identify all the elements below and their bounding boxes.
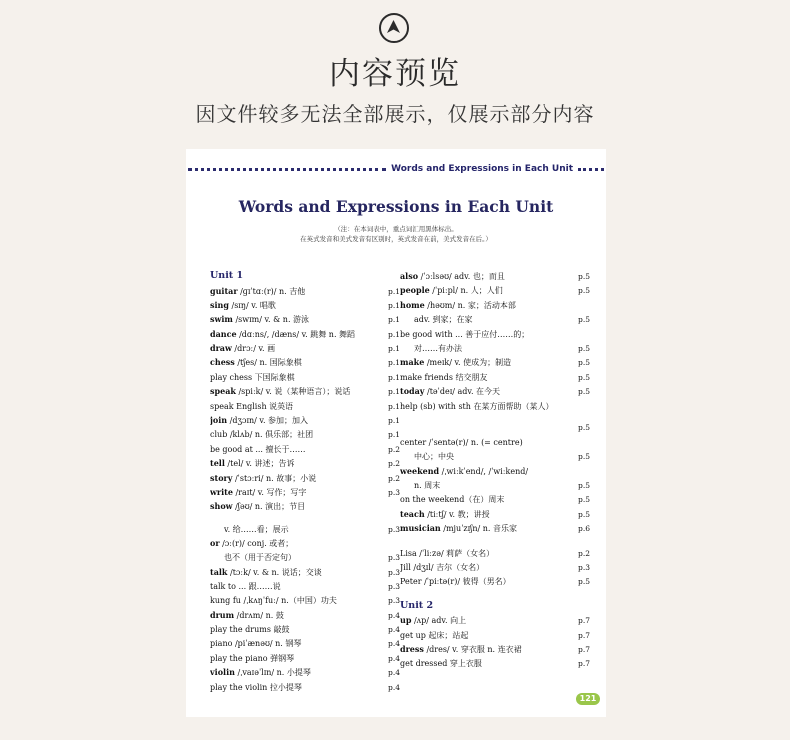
definition: /ɡɪˈtɑː(r)/ n. 吉他 — [237, 286, 306, 296]
page-ref: p.4 — [388, 625, 400, 635]
definition: help (sb) with sth 在某方面帮助（某人） — [400, 401, 554, 411]
vocab-term — [210, 550, 386, 565]
page-ref: p.5 — [578, 286, 590, 296]
vocab-entry — [210, 593, 400, 607]
vocab-term — [400, 613, 576, 628]
vocab-entry — [400, 574, 590, 588]
spacer — [400, 536, 590, 546]
definition: /tel/ v. 讲述；告诉 — [224, 459, 295, 469]
vocab-term — [400, 298, 576, 313]
vocab-entry — [210, 427, 400, 441]
definition: 也不（用于否定句） — [224, 553, 296, 563]
page-subtitle: 因文件较多无法全部展示，仅展示部分内容 — [195, 102, 595, 126]
headword: talk — [210, 566, 228, 577]
headword: join — [210, 415, 228, 426]
headword: speak — [210, 386, 236, 397]
vocab-term — [210, 665, 386, 680]
vocab-entry — [210, 471, 400, 485]
vocab-entry — [210, 456, 400, 470]
vocab-entry — [210, 399, 400, 413]
page-ref: p.3 — [388, 596, 400, 606]
vocab-term — [400, 478, 576, 493]
vocab-term — [210, 456, 386, 471]
vocab-entry — [210, 355, 400, 369]
definition: /həʊm/ n. 家；活动本部 — [424, 300, 516, 310]
headword: today — [400, 386, 425, 397]
vocab-entry — [210, 514, 400, 536]
vocab-term — [400, 327, 576, 342]
vocab-entry — [400, 435, 590, 449]
vocab-entry — [210, 341, 400, 355]
page-ref: p.5 — [578, 452, 590, 462]
definition: /raɪt/ v. 写作；写字 — [232, 487, 307, 497]
page-ref: p.1 — [388, 344, 400, 354]
vocab-entry — [400, 560, 590, 574]
vocab-entry — [400, 370, 590, 384]
vocab-term — [400, 521, 576, 536]
vocab-entry — [400, 613, 590, 627]
headword: teach — [400, 508, 425, 519]
definition: n. 周末 — [414, 481, 441, 491]
definition: talk to ... 跟……说 — [210, 581, 281, 591]
definition: /spiːk/ v. 说（某种语言）；说话 — [235, 387, 351, 397]
vocab-term — [210, 355, 386, 370]
page-ref: p.3 — [388, 553, 400, 563]
vocab-term — [210, 298, 386, 313]
definition: /təˈdeɪ/ adv. 在今天 — [424, 387, 501, 397]
vocab-term — [210, 312, 386, 327]
headword: dress — [400, 644, 424, 655]
vocab-entry — [210, 442, 400, 456]
page-ref: p.3 — [388, 581, 400, 591]
page-ref: p.5 — [578, 315, 590, 325]
headword: or — [210, 537, 220, 548]
page-ref: p.1 — [388, 372, 400, 382]
vocab-term — [400, 283, 576, 298]
vocab-term — [400, 341, 576, 356]
headword: write — [210, 486, 233, 497]
page-ref: p.4 — [388, 668, 400, 678]
vocab-entry — [400, 478, 590, 492]
vocab-entry — [210, 499, 400, 513]
definition: kung fu /ˌkʌŋˈfuː/ n.（中国）功夫 — [210, 596, 337, 606]
page-ref: p.1 — [388, 401, 400, 411]
headword: up — [400, 615, 412, 626]
left-column — [210, 269, 400, 694]
definition: /tɔːk/ v. & n. 说话；交谈 — [227, 567, 322, 577]
vocab-entry — [400, 341, 590, 355]
definition: Jill /dʒɪl/ 吉尔（女名） — [400, 563, 485, 573]
vocab-term — [210, 622, 386, 637]
vocab-term — [210, 485, 386, 500]
vocab-entry — [210, 608, 400, 622]
definition: /swɪm/ v. & n. 游泳 — [232, 315, 310, 325]
headword: musician — [400, 523, 441, 534]
vocab-entry — [210, 565, 400, 579]
definition: /ˌwiːkˈend/, /ˈwiːkend/ — [439, 466, 529, 476]
headword: story — [210, 472, 233, 483]
definition: /dɑːns/, /dæns/ v. 跳舞 n. 舞蹈 — [236, 329, 356, 339]
page-number-badge: 121 — [576, 693, 600, 705]
headword: draw — [210, 343, 232, 354]
vocab-term — [210, 384, 386, 399]
up-arrow-icon — [379, 13, 409, 43]
headword: swim — [210, 314, 233, 325]
definition: /ˈstɔːri/ n. 故事；小说 — [232, 473, 317, 483]
vocab-term — [210, 370, 386, 385]
page-ref: p.5 — [578, 358, 590, 368]
vocab-entry — [400, 312, 590, 326]
page-ref: p.3 — [388, 524, 400, 534]
vocab-term — [210, 327, 386, 342]
vocab-entry — [210, 550, 400, 564]
definition: get up 起床；站起 — [400, 630, 469, 640]
vocab-term — [210, 341, 386, 356]
vocab-entry — [210, 680, 400, 694]
vocab-entry — [400, 656, 590, 670]
headword: also — [400, 271, 419, 281]
definition: speak English 说英语 — [210, 401, 294, 411]
definition: /tiːtʃ/ v. 教；讲授 — [424, 509, 490, 519]
vocab-term — [210, 636, 386, 651]
definition: 中心；中央 — [414, 452, 454, 462]
page-ref: p.5 — [578, 495, 590, 505]
vocab-entry — [210, 622, 400, 636]
page-ref: p.1 — [388, 286, 400, 296]
definition: /sɪŋ/ v. 唱歌 — [228, 300, 276, 310]
vocab-term — [210, 413, 386, 428]
vocab-entry — [210, 370, 400, 384]
vocab-entry — [400, 464, 590, 478]
page-ref: p.2 — [388, 459, 400, 469]
definition: /drɔː/ v. 画 — [231, 344, 276, 354]
definition: v. 给……看；展示 — [224, 524, 289, 534]
vocab-term — [210, 471, 386, 486]
vocab-term — [400, 384, 576, 399]
page-ref: p.5 — [578, 372, 590, 382]
definition: /ˌvaɪəˈlɪn/ n. 小提琴 — [234, 668, 311, 678]
vocab-term — [400, 560, 576, 575]
vocab-term — [400, 628, 576, 643]
vocab-term — [400, 399, 576, 414]
definition: play chess 下国际象棋 — [210, 372, 295, 382]
headword: people — [400, 285, 430, 296]
vocab-entry — [210, 536, 400, 550]
vocab-entry — [210, 284, 400, 298]
page-ref: p.2 — [578, 548, 590, 558]
page-ref: p.5 — [578, 343, 590, 353]
headword: guitar — [210, 285, 238, 296]
vocab-entry — [210, 413, 400, 427]
unit-heading: Unit 1 — [210, 270, 244, 281]
page-ref: p.6 — [578, 524, 590, 534]
vocab-term — [210, 499, 386, 514]
page-ref: p.7 — [578, 630, 590, 640]
headword: home — [400, 299, 425, 310]
vocab-entry — [400, 327, 590, 341]
vocab-term — [210, 651, 386, 666]
definition: make friends 结交朋友 — [400, 372, 488, 382]
page-ref: p.7 — [578, 645, 590, 655]
vocab-term — [210, 442, 386, 457]
vocab-entry — [210, 651, 400, 665]
dotted-rule-right — [578, 168, 604, 171]
definition: 对……有办法 — [414, 343, 462, 353]
page-ref: p.5 — [578, 387, 590, 397]
vocab-term — [400, 449, 576, 464]
page-ref: p.2 — [388, 444, 400, 454]
vocab-entry — [400, 298, 590, 312]
definition: Lisa /ˈliːzə/ 莉萨（女名） — [400, 548, 495, 558]
vocab-entry — [210, 485, 400, 499]
page-ref: p.1 — [388, 358, 400, 368]
note-line-1: （注：在本词表中，重点词汇用黑体标出。 — [334, 225, 458, 233]
definition: play the drums 敲鼓 — [210, 625, 290, 635]
definition: on the weekend（在）周末 — [400, 495, 505, 505]
definition: /ʌp/ adv. 向上 — [411, 616, 467, 626]
page-ref: p.4 — [388, 639, 400, 649]
vocab-term — [400, 574, 576, 589]
page-ref: p.4 — [388, 682, 400, 692]
vocab-term — [210, 593, 386, 608]
vocab-term — [400, 546, 576, 561]
headword: tell — [210, 458, 225, 469]
vocab-term — [400, 507, 576, 522]
vocab-term — [210, 579, 386, 594]
right-column — [400, 269, 590, 671]
vocab-entry — [400, 384, 590, 398]
definition: /drʌm/ n. 鼓 — [234, 610, 284, 620]
page-ref: p.4 — [388, 610, 400, 620]
definition: /ʃəʊ/ n. 演出；节目 — [232, 502, 306, 512]
vocab-entry — [210, 384, 400, 398]
page-ref: p.7 — [578, 616, 590, 626]
vocab-term — [400, 642, 576, 657]
headword: sing — [210, 299, 229, 310]
definition: /meɪk/ v. 使成为；制造 — [424, 358, 512, 368]
vocab-entry — [400, 355, 590, 369]
vocab-entry — [400, 521, 590, 535]
vocab-entry — [210, 327, 400, 341]
page-title: 内容预览 — [329, 56, 461, 92]
vocab-entry — [210, 636, 400, 650]
document-title: Words and Expressions in Each Unit — [238, 197, 554, 216]
page-ref: p.2 — [388, 473, 400, 483]
definition: adv. 到家；在家 — [414, 315, 473, 325]
definition: Peter /ˈpiːtə(r)/ 彼得（男名） — [400, 577, 511, 587]
header-band — [186, 163, 606, 175]
vocab-entry — [400, 413, 590, 435]
vocab-entry — [400, 507, 590, 521]
definition: be good at ... 擅长于…… — [210, 444, 306, 454]
definition: piano /piˈænəʊ/ n. 钢琴 — [210, 639, 302, 649]
page-ref: p.3 — [388, 487, 400, 497]
definition: center /ˈsentə(r)/ n. (= centre) — [400, 437, 523, 447]
page-ref: p.1 — [388, 329, 400, 339]
page-ref: p.3 — [388, 567, 400, 577]
vocab-entry — [400, 546, 590, 560]
page-ref: p.1 — [388, 300, 400, 310]
vocab-term — [210, 680, 386, 695]
definition: /dʒɔɪn/ v. 参加；加入 — [227, 416, 309, 426]
definition: get dressed 穿上衣服 — [400, 659, 482, 669]
page-ref: p.5 — [578, 272, 590, 281]
vocab-term — [400, 312, 576, 327]
headword: weekend — [400, 465, 440, 476]
vocab-entry — [400, 449, 590, 463]
vocab-term — [400, 492, 576, 507]
vocab-entry — [400, 492, 590, 506]
headword: drum — [210, 609, 235, 620]
vocab-entry — [400, 283, 590, 297]
page-ref: p.3 — [578, 563, 590, 573]
vocab-entry — [400, 269, 590, 283]
vocab-term — [210, 536, 386, 551]
document-note — [186, 224, 606, 244]
vocab-entry — [210, 579, 400, 593]
page-ref: p.1 — [388, 416, 400, 426]
definition: club /klʌb/ n. 俱乐部；社团 — [210, 430, 314, 440]
note-line-2: 在英式发音和美式发音有区别时，英式发音在前，美式发音在后。） — [300, 235, 492, 243]
vocab-term — [210, 565, 386, 580]
spacer — [400, 589, 590, 599]
page-ref: p.5 — [578, 577, 590, 587]
page-ref: p.1 — [388, 387, 400, 397]
page-ref: p.1 — [388, 430, 400, 440]
definition: /mjuˈzɪʃn/ n. 音乐家 — [440, 524, 517, 534]
headword: chess — [210, 357, 235, 368]
vocab-term — [400, 435, 576, 450]
header-band-text: Words and Expressions in Each Unit — [391, 164, 573, 174]
headword: dance — [210, 328, 237, 339]
vocab-term — [400, 656, 576, 671]
headword: make — [400, 357, 425, 368]
definition: /ɔː(r)/ conj. 或者； — [219, 538, 294, 548]
definition: /tʃes/ n. 国际象棋 — [234, 358, 302, 368]
vocab-entry — [210, 312, 400, 326]
vocab-term — [400, 464, 576, 479]
headword: violin — [210, 667, 235, 678]
vocab-term — [210, 427, 386, 442]
dotted-rule-left — [188, 168, 386, 171]
vocab-entry — [400, 642, 590, 656]
definition: /ˈɔːlsəʊ/ adv. 也；而且 — [418, 272, 505, 281]
vocab-entry — [400, 399, 590, 413]
definition: play the violin 拉小提琴 — [210, 682, 302, 692]
page-ref: p.5 — [578, 481, 590, 491]
vocab-term — [210, 284, 386, 299]
page-ref: p.5 — [578, 422, 590, 432]
page-ref: p.5 — [578, 509, 590, 519]
page-ref: p.7 — [578, 659, 590, 669]
definition: be good with ... 善于应付……的； — [400, 329, 530, 339]
page-ref: p.1 — [388, 315, 400, 325]
headword: show — [210, 501, 233, 512]
definition: /ˈpiːpl/ n. 人；人们 — [429, 286, 503, 296]
page-ref: p.4 — [388, 653, 400, 663]
unit-heading: Unit 2 — [400, 599, 434, 611]
vocab-entry — [210, 298, 400, 312]
document-preview — [186, 149, 606, 717]
vocab-term — [400, 370, 576, 385]
vocab-term — [210, 399, 386, 414]
vocab-term — [210, 608, 386, 623]
vocab-entry — [210, 665, 400, 679]
vocab-entry — [400, 628, 590, 642]
definition: /dres/ v. 穿衣服 n. 连衣裙 — [423, 645, 522, 655]
vocab-term — [400, 269, 576, 284]
definition: play the piano 弹钢琴 — [210, 653, 295, 663]
vocab-term — [400, 355, 576, 370]
